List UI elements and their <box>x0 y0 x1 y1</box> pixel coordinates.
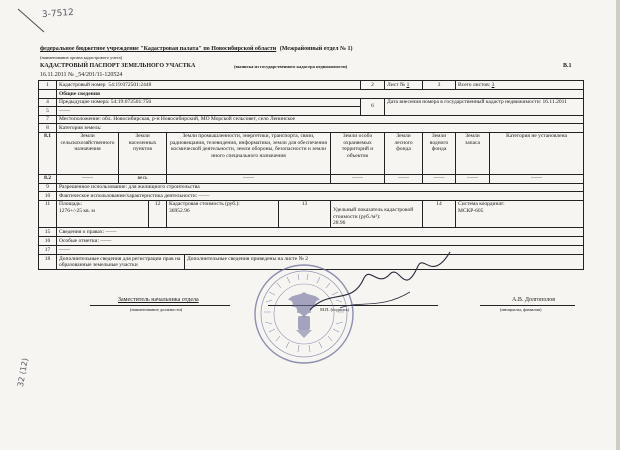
row-category-values <box>39 174 584 183</box>
area-value: 1276+/-25 кв. м <box>59 207 95 214</box>
previous-numbers: Предыдущие номера: 54:19:072501:756 <box>57 98 361 107</box>
category-value: —— <box>167 174 331 183</box>
page-edge <box>616 0 620 450</box>
sheet-label: Лист № <box>387 81 406 88</box>
row-number: 11 <box>39 200 57 228</box>
actual-use-value: —— <box>198 192 210 199</box>
category-agricultural: Земли сельскохозяйственного назначения <box>57 132 119 174</box>
special-marks-label: Особые отметки: <box>59 237 100 244</box>
row-number: 1 <box>39 81 57 90</box>
row-general-heading <box>39 90 584 99</box>
category-value: —— <box>490 174 584 183</box>
row-number: 5 <box>39 107 57 116</box>
row-number: 10 <box>39 192 57 201</box>
institution-name: федеральное бюджетное учреждение "Кадастровая палата" по Новосибирской области (Межрайонный отдел № 1) <box>40 46 353 52</box>
row-location <box>39 115 584 124</box>
category-value: —— <box>456 174 490 183</box>
row-number: 15 <box>39 228 57 237</box>
land-category-label: Категория земель: <box>57 124 584 133</box>
specific-cost-label: Удельный показатель кадастровой стоимости (руб./м²): <box>333 207 414 220</box>
row-number: 7 <box>39 115 57 124</box>
rights-label: Сведения о правах: <box>59 228 105 235</box>
name-caption: (инициалы, фамилия) <box>500 307 542 312</box>
permitted-use: Разрешенное использование: для жилищного строительства <box>57 183 584 192</box>
row-permitted-use <box>39 183 584 192</box>
coordinate-system-label: Система координат: <box>458 201 505 207</box>
category-water: Земли водного фонда <box>423 132 456 174</box>
additional-info-label: Дополнительные сведения для регистрации прав на образованные земельные участки <box>57 255 185 270</box>
row-number-6: 6 <box>361 98 385 115</box>
rights-value: —— <box>105 228 117 235</box>
row-number: 4 <box>39 98 57 107</box>
position-caption: (наименование должности) <box>130 307 183 312</box>
category-reserve: Земли запаса <box>456 132 490 174</box>
actual-use-label: Фактическое использование/характеристика деятельности: <box>59 192 198 199</box>
category-forest: Земли лесного фонда <box>385 132 423 174</box>
row-number: 17 <box>39 246 57 255</box>
registration-date: Дата внесения номера в государственный кадастр недвижимости: 16.11.2011 <box>385 98 584 115</box>
row-number-12: 12 <box>149 200 167 228</box>
date-number: 16.11.2011 № _54/201/11-120524 <box>40 72 123 78</box>
special-marks-value: —— <box>100 237 112 244</box>
category-value: —— <box>331 174 385 183</box>
row-land-category <box>39 124 584 133</box>
total-sheets-label: Всего листов: <box>458 81 491 88</box>
name-line <box>480 305 575 306</box>
handwritten-side-note: 32 (12) <box>16 357 30 388</box>
handwritten-top-note: 3-7512 <box>41 7 75 21</box>
row-number-13: 13 <box>279 200 331 228</box>
category-value: —— <box>57 174 119 183</box>
location: Местоположение: обл. Новосибирская, р-н Новосибирский, МО Морской сельсовет, село Ленинское <box>57 115 584 124</box>
position-line <box>90 305 230 306</box>
cadastral-cost-label: Кадастровая стоимость (руб.): <box>169 201 240 207</box>
signatory-position: Заместитель начальника отдела <box>118 297 199 303</box>
stamp-caption: М.П. (подпись) <box>320 307 350 312</box>
signatory-name: А.В. Долгополов <box>512 297 556 303</box>
row-cadastral-number <box>39 81 584 90</box>
signature-scribble-icon <box>300 248 460 328</box>
row-number-14: 14 <box>423 200 456 228</box>
total-sheets-value: 3 <box>491 81 495 88</box>
row-17-value: —— <box>57 246 584 255</box>
row-category-headers <box>39 132 584 174</box>
specific-cost-value: 28.96 <box>333 220 346 226</box>
cadastral-cost-value: 36952.96 <box>169 207 190 214</box>
row-number-2: 2 <box>361 81 385 90</box>
area-label: Площадь: <box>59 201 82 207</box>
institution-caption: (наименование органа кадастрового учета) <box>40 55 123 60</box>
row-number: 18 <box>39 255 57 270</box>
category-protected: Земли особо охраняемых территорий и объектов <box>331 132 385 174</box>
row-5-value: —— <box>57 107 361 116</box>
row-area-cost <box>39 200 584 228</box>
category-settlements: Земли населенных пунктов <box>119 132 167 174</box>
row-number: 8.1 <box>39 132 57 174</box>
document-subtitle: (выписка из государственного кадастра недвижимости) <box>234 64 348 69</box>
coordinate-system-value: МСКР-605 <box>458 207 484 214</box>
general-info-heading: Общие сведения <box>57 90 584 99</box>
row-number: 16 <box>39 237 57 246</box>
row-actual-use <box>39 192 584 201</box>
form-code: В.1 <box>563 63 572 69</box>
category-value: —— <box>423 174 456 183</box>
cadastral-number-value: 54:19:072501:2448 <box>108 81 152 88</box>
cadastral-number-label: Кадастровый номер <box>59 81 106 88</box>
pen-mark-top <box>14 6 54 36</box>
row-number: 8 <box>39 124 57 133</box>
category-industry: Земли промышленности, энергетики, транспорта, связи, радиовещания, телевидения, информатики, земли для обеспечения космической деятельности, земли обороны, безопасности и земли иного специального назначения <box>167 132 331 174</box>
row-number: 8.2 <box>39 174 57 183</box>
row-number-3: 3 <box>423 81 456 90</box>
category-value: весь <box>119 174 167 183</box>
row-number: 9 <box>39 183 57 192</box>
category-value: —— <box>385 174 423 183</box>
row-special-marks <box>39 237 584 246</box>
category-not-set: Категория не установлена <box>490 132 584 174</box>
additional-info-value: Дополнительные сведения приведены на листе № 2 <box>185 255 584 270</box>
document-title: КАДАСТРОВЫЙ ПАСПОРТ ЗЕМЕЛЬНОГО УЧАСТКА <box>40 63 196 69</box>
sheet-value: 1 <box>406 81 410 88</box>
row-previous-numbers <box>39 98 584 107</box>
department-name: (Межрайонный отдел № 1) <box>279 46 353 52</box>
row-rights <box>39 228 584 237</box>
passport-table <box>38 80 584 270</box>
